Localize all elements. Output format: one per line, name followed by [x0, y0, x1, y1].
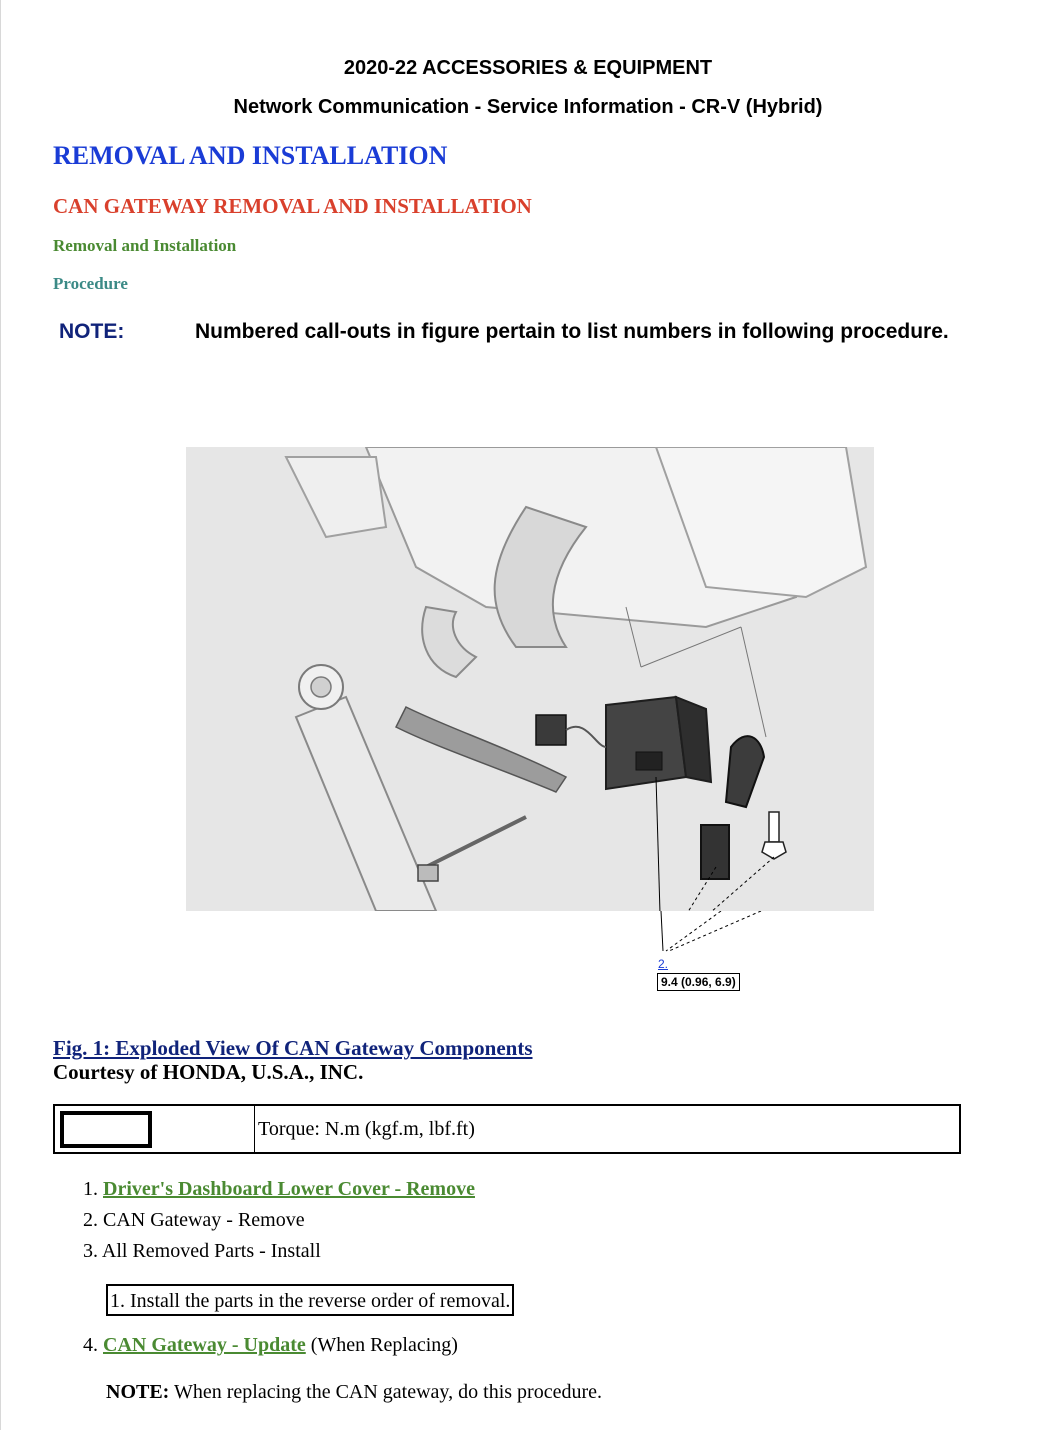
procedure-step-3 — [83, 1238, 475, 1269]
module-connector — [536, 715, 566, 745]
callout-leader-1 — [661, 911, 663, 951]
illustration-drawing — [186, 447, 874, 911]
bolt-shank — [769, 812, 779, 842]
step-2-text: CAN Gateway - Remove — [103, 1209, 305, 1231]
torque-legend-text: Torque: N.m (kgf.m, lbf.ft) — [258, 1118, 475, 1140]
callout-leader-2 — [666, 911, 721, 951]
step-number: 2. — [83, 1209, 98, 1231]
figure-caption-link[interactable]: Fig. 1: Exploded View Of CAN Gateway Components — [53, 1036, 533, 1060]
table-divider — [254, 1106, 255, 1152]
harness-connector — [418, 865, 438, 881]
step-1-link[interactable]: Driver's Dashboard Lower Cover - Remove — [103, 1178, 475, 1200]
procedure-step-2 — [83, 1207, 475, 1238]
figure-courtesy: Courtesy of HONDA, U.S.A., INC. — [53, 1060, 364, 1084]
note-label: NOTE: — [59, 320, 125, 343]
gateway-connector-port — [636, 752, 662, 770]
procedure-step-4 — [83, 1334, 458, 1357]
step-number: 4. — [83, 1334, 98, 1356]
torque-legend-table — [53, 1104, 961, 1154]
section-heading: REMOVAL AND INSTALLATION — [53, 141, 448, 170]
document-title: 2020-22 ACCESSORIES & EQUIPMENT — [343, 57, 713, 79]
subsection-heading: CAN GATEWAY REMOVAL AND INSTALLATION — [53, 194, 532, 218]
document-subtitle: Network Communication - Service Information - CR-V (Hybrid) — [233, 96, 823, 118]
callout-number-link[interactable]: 2. — [658, 957, 669, 971]
step-number: 1. — [83, 1178, 98, 1200]
step-3-text: All Removed Parts - Install — [101, 1240, 321, 1262]
note-text: Numbered call-outs in figure pertain to list numbers in following procedure. — [195, 320, 949, 343]
final-note-text: When replacing the CAN gateway, do this procedure. — [169, 1381, 602, 1403]
step-4-link[interactable]: CAN Gateway - Update — [103, 1334, 306, 1356]
final-note-label: NOTE: — [106, 1381, 170, 1403]
step-4-suffix: (When Replacing) — [305, 1334, 458, 1356]
step-number: 3. — [83, 1240, 98, 1262]
substep-box: 1. Install the parts in the reverse order of removal. — [106, 1284, 514, 1316]
joint-bolt — [311, 677, 331, 697]
final-note — [106, 1381, 602, 1404]
can-gateway-module — [606, 697, 686, 789]
callout-leader-3 — [669, 911, 761, 951]
torque-symbol-box — [60, 1111, 152, 1148]
procedure-step-1 — [83, 1176, 475, 1207]
topic-heading: Removal and Installation — [53, 236, 237, 255]
torque-callout: 9.4 (0.96, 6.9) — [657, 973, 740, 991]
gateway-plug — [701, 825, 729, 879]
exploded-view-illustration — [186, 447, 874, 911]
callout-leaders — [641, 911, 781, 961]
procedure-heading: Procedure — [53, 274, 128, 293]
procedure-steps — [83, 1176, 475, 1269]
